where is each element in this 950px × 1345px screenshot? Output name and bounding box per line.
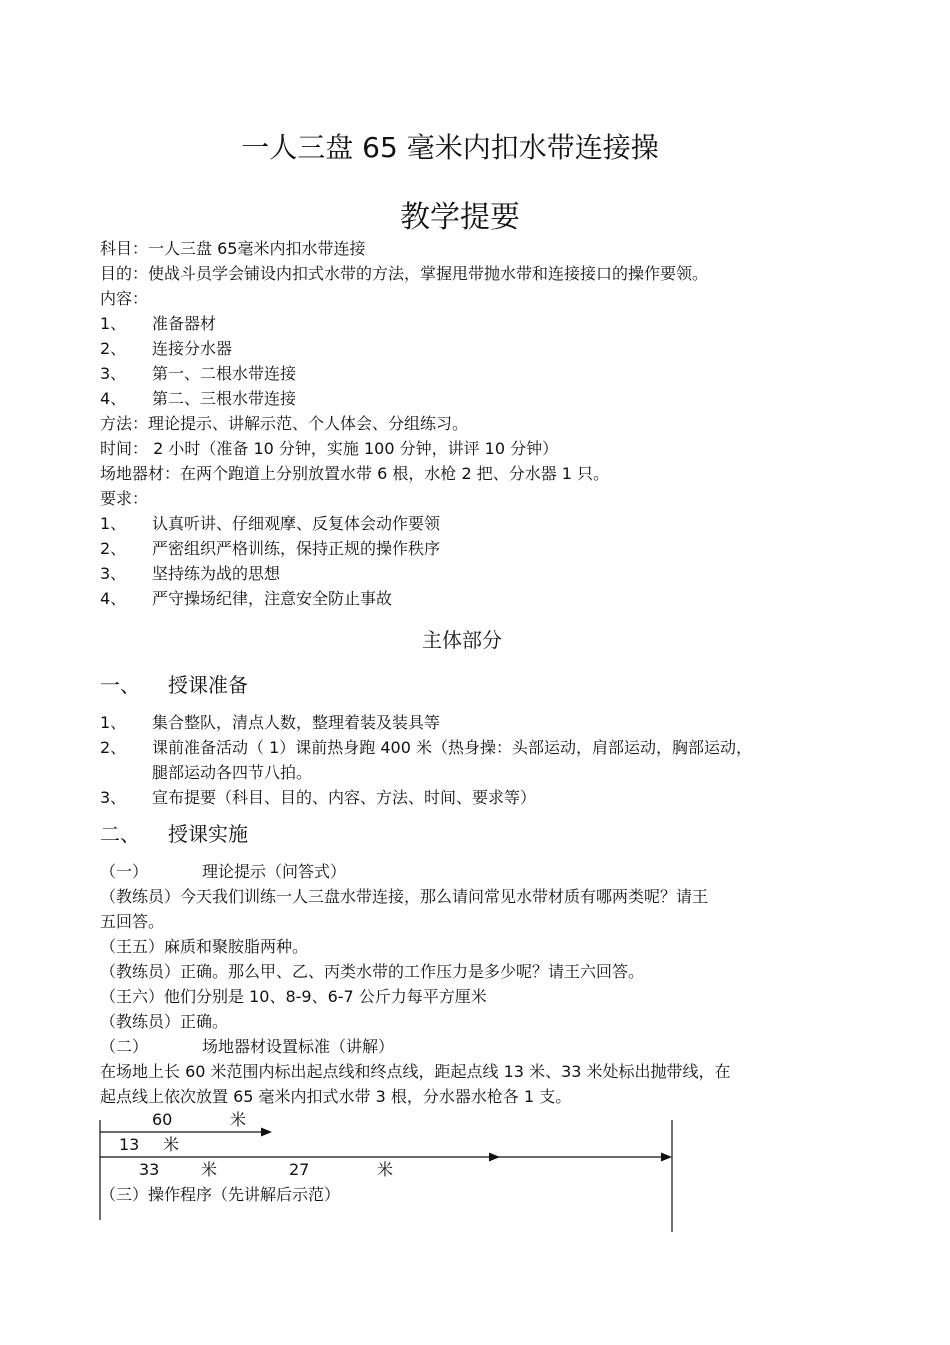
method-line: 方法：理论提示、讲解示范、个人体会、分组练习。 [100,414,469,433]
dialogue-line: （教练员）今天我们训练一人三盘水带连接，那么请问常见水带材质有哪两类呢？请王 [100,887,709,906]
document-subtitle: 教学提要 [400,200,520,235]
purpose-line: 目的：使战斗员学会铺设内扣式水带的方法，掌握甩带抛水带和连接接口的操作要领。 [100,264,709,283]
item-text: 准备器材 [152,314,217,333]
section-title: 授课实施 [168,822,248,846]
section-number: 二、 [100,822,140,846]
item-text: 连接分水器 [152,339,233,358]
item-text: 严密组织严格训练，保持正规的操作秩序 [152,539,441,558]
item-number: 1、 [100,314,127,333]
distance-label: 13 [119,1135,140,1154]
end-arrow-head [661,1153,672,1162]
paragraph-line: 起点线上依次放置 65 毫米内扣式水带 3 根，分水器水枪各 1 支。 [100,1087,572,1106]
item-number: 1、 [100,514,127,533]
subsection-number: （一） [100,862,149,881]
distance-label: 27 [289,1160,310,1179]
document-title: 一人三盘 65 毫米内扣水带连接操 [241,131,659,164]
dialogue-line: （王六）他们分别是 10、8-9、6-7 公斤力每平方厘米 [100,987,487,1006]
subsection-title: 场地器材设置标准（讲解） [202,1037,395,1056]
item-text: 认真听讲、仔细观摩、反复体会动作要领 [152,514,441,533]
unit-label: 米 [163,1135,180,1154]
item-number: 3、 [100,364,127,383]
paragraph-line: 在场地上长 60 米范围内标出起点线和终点线，距起点线 13 米、33 米处标出抛带线，在 [100,1062,731,1081]
item-text: 课前准备活动（ 1）课前热身跑 400 米（热身操：头部运动，肩部运动，胸部运动， [152,738,752,757]
item-number: 4、 [100,589,127,608]
subsection-heading: （三）操作程序（先讲解后示范） [100,1185,341,1204]
subsection-title: 理论提示（问答式） [202,862,347,881]
item-number: 1、 [100,713,127,732]
short-arrow-head [261,1128,272,1137]
item-text: 第二、三根水带连接 [152,389,297,408]
item-text: 严守操场纪律，注意安全防止事故 [152,589,393,608]
item-number: 2、 [100,738,127,757]
section-title: 授课准备 [168,673,248,697]
dialogue-line: （教练员）正确。 [100,1012,229,1031]
item-text: 集合整队，清点人数，整理着装及装具等 [152,713,441,732]
unit-label: 米 [201,1160,218,1179]
item-text: 第一、二根水带连接 [152,364,297,383]
dialogue-line: （王五）麻质和聚胺脂两种。 [100,937,309,956]
unit-label: 米 [230,1110,247,1129]
subsection-number: （二） [100,1037,149,1056]
content-label: 内容： [100,289,149,308]
time-line: 时间： 2 小时（准备 10 分钟，实施 100 分钟，讲评 10 分钟） [100,439,559,458]
distance-label: 60 [152,1110,173,1129]
subject-line: 科目：一人三盘 65毫米内扣水带连接 [100,239,366,258]
list-item-continuation: 腿部运动各四节八拍。 [152,763,313,782]
item-number: 3、 [100,788,127,807]
item-number: 2、 [100,339,127,358]
item-text: 宣布提要（科目、目的、内容、方法、时间、要求等） [152,788,537,807]
dialogue-line: （教练员）正确。那么甲、乙、丙类水带的工作压力是多少呢？请王六回答。 [100,962,645,981]
mid-arrow-head [489,1153,500,1162]
distance-label: 33 [139,1160,160,1179]
requirements-label: 要求： [100,489,149,508]
dialogue-line: 五回答。 [100,912,165,931]
unit-label: 米 [377,1160,394,1179]
section-number: 一、 [100,673,140,697]
item-number: 3、 [100,564,127,583]
item-number: 2、 [100,539,127,558]
site-line: 场地器材：在两个跑道上分别放置水带 6 根，水枪 2 把、分水器 1 只。 [100,464,610,483]
item-number: 4、 [100,389,127,408]
item-text: 坚持练为战的思想 [152,564,281,583]
main-section-title: 主体部分 [422,628,502,652]
